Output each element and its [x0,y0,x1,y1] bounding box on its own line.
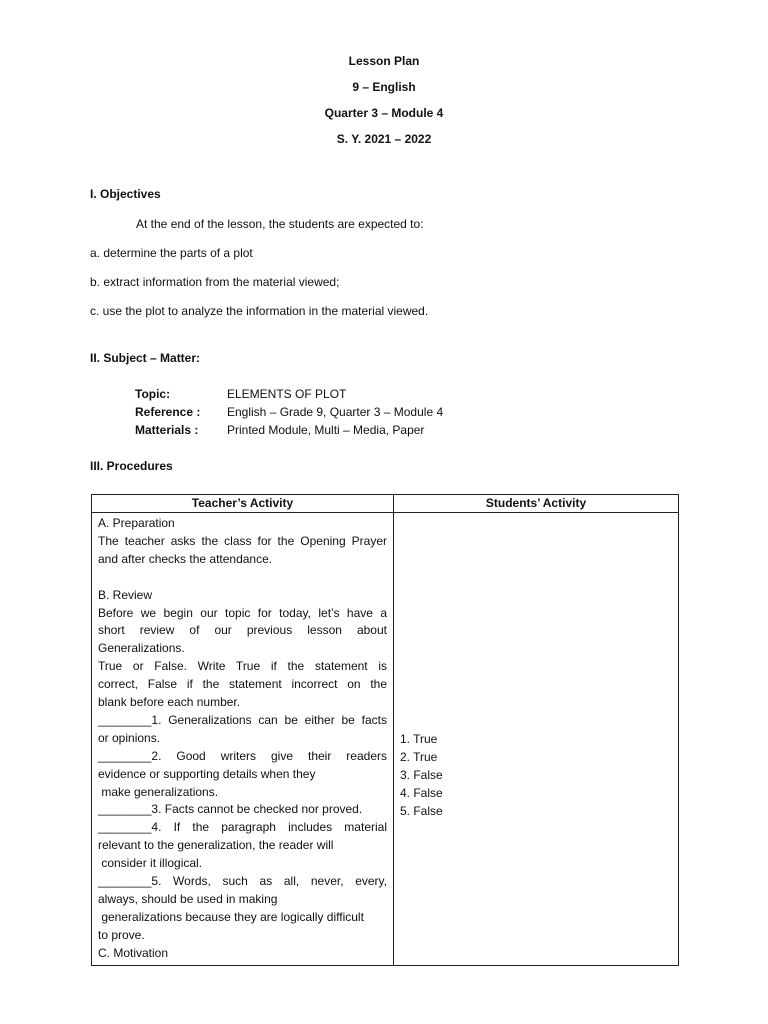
teacher-line: ________3. Facts cannot be checked nor proved. [98,802,363,817]
students-activity-header: Students’ Activity [394,495,679,513]
teacher-line: correct, False if the statement incorrect on the [98,677,387,692]
teacher-line: B. Review [98,587,153,602]
subject-row-reference [135,404,443,420]
teacher-line: relevant to the generalization, the reader will [98,838,334,853]
subject-row-value: English – Grade 9, Quarter 3 – Module 4 [227,405,444,419]
teacher-line: True or False. Write True if the statement is [98,659,387,674]
teacher-line: to prove. [98,927,145,942]
objective-item: b. extract information from the material viewed; [90,275,340,289]
subject-row-key: Reference : [135,405,201,419]
table-header-row [92,495,679,513]
teacher-line: consider it illogical. [98,856,203,871]
teacher-line: short review of our previous lesson about [98,623,387,638]
teacher-line: and after checks the attendance. [98,551,273,566]
answer-item: 1. True [400,732,438,746]
procedures-table [91,494,679,966]
objectives-intro: At the end of the lesson, the students are expected to: [136,217,424,231]
objective-item: c. use the plot to analyze the information in the material viewed. [90,304,429,318]
teacher-line: make generalizations. [98,784,219,799]
teacher-line: always, should be used in making [98,892,278,907]
teacher-line: ________4. If the paragraph includes material [98,820,387,835]
teacher-line: Generalizations. [98,641,185,656]
teacher-line: Before we begin our topic for today, let’s have a [98,605,387,620]
subject-row-key: Matterials : [135,423,199,437]
teacher-line: evidence or supporting details when they [98,766,316,781]
teacher-line: C. Motivation [98,945,169,960]
answer-item: 5. False [400,804,443,818]
teacher-line: ________1. Generalizations can be either be facts [98,712,387,727]
subject-row-key: Topic: [135,387,171,401]
answer-item: 4. False [400,786,443,800]
teacher-line: generalizations because they are logically difficult [98,909,364,924]
teacher-line: or opinions. [98,730,161,745]
school-year: S. Y. 2021 – 2022 [336,132,432,146]
subject-row-value: Printed Module, Multi – Media, Paper [227,423,425,437]
answer-list [400,730,443,820]
teacher-line: blank before each number. [98,695,241,710]
subject-matter-heading: II. Subject – Matter: [90,351,201,365]
answer-item: 2. True [400,750,438,764]
answer-item: 3. False [400,768,443,782]
teacher-line: The teacher asks the class for the Opening Prayer [98,533,387,548]
procedures-heading: III. Procedures [90,459,173,473]
subject-row-topic [135,386,346,402]
quarter-module: Quarter 3 – Module 4 [324,106,444,120]
table-row [92,513,679,966]
objectives-heading: I. Objectives [90,187,161,201]
students-activity-cell [394,513,679,966]
teacher-line: A. Preparation [98,516,175,530]
subject-row-value: ELEMENTS OF PLOT [227,387,347,401]
teacher-line: ________5. Words, such as all, never, every, [98,874,387,889]
teacher-activity-cell [92,513,394,966]
teacher-line: ________2. Good writers give their readers [98,748,387,763]
objective-item: a. determine the parts of a plot [90,246,253,260]
teacher-activity-header: Teacher’s Activity [92,495,394,513]
grade-subject: 9 – English [352,80,416,94]
document-title: Lesson Plan [348,54,420,68]
teacher-line-blank [98,569,387,587]
subject-row-materials [135,422,424,438]
